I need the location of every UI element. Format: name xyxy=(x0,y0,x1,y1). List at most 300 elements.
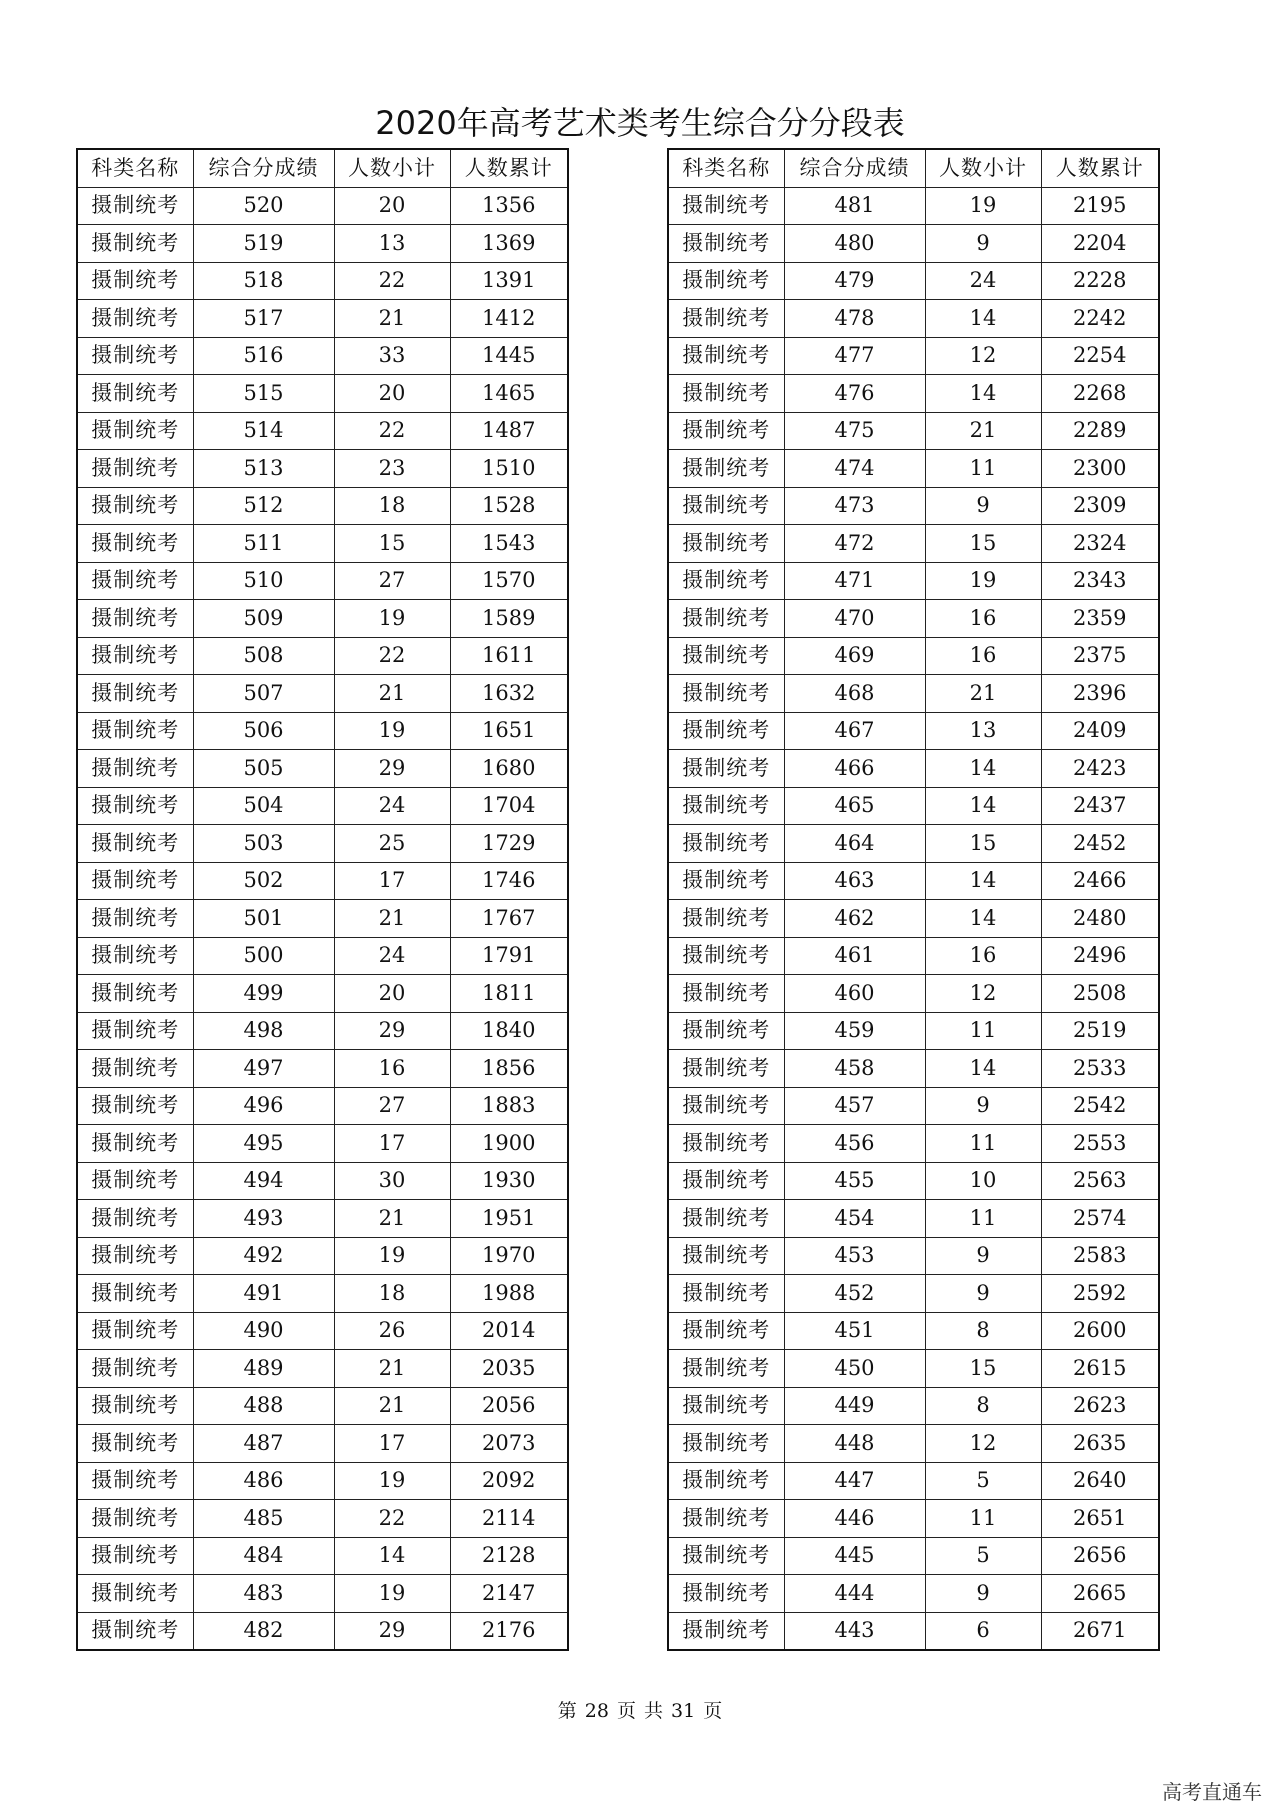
cell-cumulative: 1651 xyxy=(450,712,568,750)
cell-count: 14 xyxy=(925,862,1041,900)
cell-count: 22 xyxy=(334,262,450,300)
cell-category: 摄制统考 xyxy=(77,1312,193,1350)
cell-score: 452 xyxy=(784,1275,925,1313)
table-row xyxy=(77,525,568,563)
cell-category: 摄制统考 xyxy=(77,862,193,900)
table-row xyxy=(77,1350,568,1388)
cell-score: 500 xyxy=(193,937,334,975)
cell-cumulative: 2289 xyxy=(1041,412,1159,450)
cell-category: 摄制统考 xyxy=(668,900,784,938)
cell-score: 460 xyxy=(784,975,925,1013)
cell-category: 摄制统考 xyxy=(668,375,784,413)
cell-cumulative: 2671 xyxy=(1041,1612,1159,1650)
cell-score: 513 xyxy=(193,450,334,488)
cell-cumulative: 1570 xyxy=(450,562,568,600)
cell-count: 16 xyxy=(925,600,1041,638)
cell-score: 444 xyxy=(784,1575,925,1613)
table-row xyxy=(668,1200,1159,1238)
cell-count: 14 xyxy=(925,1050,1041,1088)
cell-score: 466 xyxy=(784,750,925,788)
cell-count: 17 xyxy=(334,862,450,900)
cell-count: 19 xyxy=(334,1462,450,1500)
cell-category: 摄制统考 xyxy=(77,712,193,750)
cell-count: 11 xyxy=(925,1200,1041,1238)
cell-category: 摄制统考 xyxy=(77,1200,193,1238)
cell-count: 11 xyxy=(925,1500,1041,1538)
table-row xyxy=(77,675,568,713)
cell-category: 摄制统考 xyxy=(668,712,784,750)
cell-cumulative: 2056 xyxy=(450,1387,568,1425)
cell-category: 摄制统考 xyxy=(668,1462,784,1500)
cell-count: 21 xyxy=(334,1387,450,1425)
cell-cumulative: 2204 xyxy=(1041,225,1159,263)
cell-cumulative: 2128 xyxy=(450,1537,568,1575)
table-row xyxy=(668,450,1159,488)
cell-count: 24 xyxy=(334,937,450,975)
table-row xyxy=(77,375,568,413)
cell-count: 21 xyxy=(334,900,450,938)
cell-count: 14 xyxy=(925,300,1041,338)
cell-cumulative: 2423 xyxy=(1041,750,1159,788)
table-row xyxy=(77,1537,568,1575)
cell-cumulative: 2228 xyxy=(1041,262,1159,300)
cell-count: 15 xyxy=(925,525,1041,563)
cell-count: 24 xyxy=(334,787,450,825)
cell-score: 493 xyxy=(193,1200,334,1238)
cell-count: 13 xyxy=(334,225,450,263)
cell-score: 504 xyxy=(193,787,334,825)
cell-count: 12 xyxy=(925,337,1041,375)
footer-page-unit: 页 xyxy=(616,1700,636,1722)
cell-score: 519 xyxy=(193,225,334,263)
table-row xyxy=(77,1275,568,1313)
cell-category: 摄制统考 xyxy=(668,1200,784,1238)
cell-category: 摄制统考 xyxy=(668,525,784,563)
cell-count: 16 xyxy=(334,1050,450,1088)
cell-category: 摄制统考 xyxy=(77,1575,193,1613)
cell-count: 19 xyxy=(334,600,450,638)
cell-cumulative: 2496 xyxy=(1041,937,1159,975)
cell-count: 9 xyxy=(925,1575,1041,1613)
cell-cumulative: 2600 xyxy=(1041,1312,1159,1350)
cell-category: 摄制统考 xyxy=(77,675,193,713)
cell-category: 摄制统考 xyxy=(668,600,784,638)
table-row xyxy=(77,1312,568,1350)
cell-score: 459 xyxy=(784,1012,925,1050)
cell-cumulative: 1883 xyxy=(450,1087,568,1125)
cell-count: 9 xyxy=(925,1237,1041,1275)
cell-cumulative: 2242 xyxy=(1041,300,1159,338)
cell-category: 摄制统考 xyxy=(668,1275,784,1313)
table-row xyxy=(668,750,1159,788)
cell-count: 27 xyxy=(334,1087,450,1125)
cell-score: 517 xyxy=(193,300,334,338)
cell-cumulative: 2574 xyxy=(1041,1200,1159,1238)
cell-cumulative: 2656 xyxy=(1041,1537,1159,1575)
cell-category: 摄制统考 xyxy=(668,1312,784,1350)
cell-count: 17 xyxy=(334,1425,450,1463)
cell-count: 22 xyxy=(334,412,450,450)
cell-score: 458 xyxy=(784,1050,925,1088)
footer-prefix: 第 xyxy=(557,1700,577,1722)
footer-total-label: 共 xyxy=(644,1700,664,1722)
cell-count: 8 xyxy=(925,1312,1041,1350)
table-row xyxy=(77,337,568,375)
cell-category: 摄制统考 xyxy=(668,450,784,488)
cell-score: 467 xyxy=(784,712,925,750)
cell-score: 518 xyxy=(193,262,334,300)
cell-category: 摄制统考 xyxy=(668,225,784,263)
table-row xyxy=(77,562,568,600)
cell-count: 14 xyxy=(925,900,1041,938)
cell-category: 摄制统考 xyxy=(77,375,193,413)
cell-category: 摄制统考 xyxy=(77,975,193,1013)
table-row xyxy=(668,862,1159,900)
cell-score: 469 xyxy=(784,637,925,675)
cell-cumulative: 2254 xyxy=(1041,337,1159,375)
header-count: 人数小计 xyxy=(334,149,450,187)
table-row xyxy=(668,937,1159,975)
table-row xyxy=(77,1500,568,1538)
cell-cumulative: 2583 xyxy=(1041,1237,1159,1275)
table-row xyxy=(77,1050,568,1088)
table-row xyxy=(668,1500,1159,1538)
cell-score: 507 xyxy=(193,675,334,713)
cell-cumulative: 2324 xyxy=(1041,525,1159,563)
table-row xyxy=(668,1575,1159,1613)
cell-cumulative: 2073 xyxy=(450,1425,568,1463)
cell-score: 490 xyxy=(193,1312,334,1350)
cell-count: 20 xyxy=(334,975,450,1013)
table-row xyxy=(668,525,1159,563)
cell-category: 摄制统考 xyxy=(668,862,784,900)
cell-cumulative: 2409 xyxy=(1041,712,1159,750)
cell-score: 515 xyxy=(193,375,334,413)
cell-score: 502 xyxy=(193,862,334,900)
cell-count: 14 xyxy=(925,375,1041,413)
table-row xyxy=(668,1612,1159,1650)
footer-total-pages: 31 xyxy=(671,1700,696,1722)
cell-score: 468 xyxy=(784,675,925,713)
cell-count: 22 xyxy=(334,1500,450,1538)
table-row xyxy=(77,1125,568,1163)
cell-score: 505 xyxy=(193,750,334,788)
cell-score: 476 xyxy=(784,375,925,413)
cell-category: 摄制统考 xyxy=(668,1237,784,1275)
cell-cumulative: 2615 xyxy=(1041,1350,1159,1388)
cell-category: 摄制统考 xyxy=(668,487,784,525)
cell-count: 21 xyxy=(925,675,1041,713)
cell-category: 摄制统考 xyxy=(668,1425,784,1463)
cell-cumulative: 1445 xyxy=(450,337,568,375)
cell-category: 摄制统考 xyxy=(668,1162,784,1200)
cell-score: 496 xyxy=(193,1087,334,1125)
cell-category: 摄制统考 xyxy=(77,1050,193,1088)
cell-score: 499 xyxy=(193,975,334,1013)
cell-score: 456 xyxy=(784,1125,925,1163)
table-row xyxy=(668,375,1159,413)
cell-score: 488 xyxy=(193,1387,334,1425)
table-row xyxy=(77,1237,568,1275)
cell-score: 492 xyxy=(193,1237,334,1275)
footer-page-number: 28 xyxy=(584,1700,609,1722)
cell-cumulative: 1528 xyxy=(450,487,568,525)
table-row xyxy=(77,1612,568,1650)
cell-cumulative: 2092 xyxy=(450,1462,568,1500)
table-row xyxy=(668,412,1159,450)
cell-score: 510 xyxy=(193,562,334,600)
cell-count: 22 xyxy=(334,637,450,675)
table-row xyxy=(77,862,568,900)
cell-score: 471 xyxy=(784,562,925,600)
table-row xyxy=(77,1200,568,1238)
cell-count: 15 xyxy=(925,825,1041,863)
cell-cumulative: 2640 xyxy=(1041,1462,1159,1500)
cell-category: 摄制统考 xyxy=(77,525,193,563)
cell-cumulative: 1930 xyxy=(450,1162,568,1200)
cell-cumulative: 1412 xyxy=(450,300,568,338)
cell-cumulative: 1811 xyxy=(450,975,568,1013)
cell-cumulative: 1840 xyxy=(450,1012,568,1050)
cell-count: 17 xyxy=(334,1125,450,1163)
cell-cumulative: 2623 xyxy=(1041,1387,1159,1425)
header-score: 综合分成绩 xyxy=(784,149,925,187)
cell-score: 491 xyxy=(193,1275,334,1313)
table-row xyxy=(77,1387,568,1425)
cell-cumulative: 1900 xyxy=(450,1125,568,1163)
cell-cumulative: 2147 xyxy=(450,1575,568,1613)
table-row xyxy=(668,637,1159,675)
table-row xyxy=(668,1050,1159,1088)
cell-category: 摄制统考 xyxy=(668,337,784,375)
table-row xyxy=(668,825,1159,863)
cell-score: 485 xyxy=(193,1500,334,1538)
cell-count: 19 xyxy=(334,1237,450,1275)
table-row xyxy=(77,937,568,975)
cell-score: 520 xyxy=(193,187,334,225)
cell-category: 摄制统考 xyxy=(668,562,784,600)
cell-category: 摄制统考 xyxy=(668,937,784,975)
table-row xyxy=(668,337,1159,375)
cell-count: 5 xyxy=(925,1537,1041,1575)
table-row xyxy=(668,1087,1159,1125)
cell-count: 21 xyxy=(334,675,450,713)
table-row xyxy=(668,1350,1159,1388)
table-row xyxy=(668,1125,1159,1163)
table-row xyxy=(77,412,568,450)
table-row xyxy=(77,750,568,788)
cell-count: 33 xyxy=(334,337,450,375)
cell-cumulative: 1951 xyxy=(450,1200,568,1238)
cell-cumulative: 2300 xyxy=(1041,450,1159,488)
cell-cumulative: 2396 xyxy=(1041,675,1159,713)
table-row xyxy=(77,225,568,263)
cell-count: 21 xyxy=(334,1200,450,1238)
cell-cumulative: 2268 xyxy=(1041,375,1159,413)
cell-cumulative: 2563 xyxy=(1041,1162,1159,1200)
table-row xyxy=(77,1162,568,1200)
table-row xyxy=(77,1575,568,1613)
cell-cumulative: 1856 xyxy=(450,1050,568,1088)
table-row xyxy=(668,1462,1159,1500)
table-row xyxy=(668,1425,1159,1463)
cell-score: 481 xyxy=(784,187,925,225)
header-cumulative: 人数累计 xyxy=(450,149,568,187)
cell-category: 摄制统考 xyxy=(77,225,193,263)
cell-category: 摄制统考 xyxy=(668,412,784,450)
cell-category: 摄制统考 xyxy=(77,1462,193,1500)
cell-cumulative: 1704 xyxy=(450,787,568,825)
cell-category: 摄制统考 xyxy=(77,1012,193,1050)
cell-category: 摄制统考 xyxy=(668,975,784,1013)
cell-score: 472 xyxy=(784,525,925,563)
cell-count: 12 xyxy=(925,975,1041,1013)
cell-cumulative: 2375 xyxy=(1041,637,1159,675)
cell-cumulative: 2466 xyxy=(1041,862,1159,900)
cell-score: 475 xyxy=(784,412,925,450)
cell-score: 486 xyxy=(193,1462,334,1500)
cell-count: 14 xyxy=(925,787,1041,825)
cell-score: 465 xyxy=(784,787,925,825)
cell-count: 16 xyxy=(925,937,1041,975)
cell-count: 19 xyxy=(334,1575,450,1613)
cell-category: 摄制统考 xyxy=(77,1350,193,1388)
score-table-left xyxy=(76,148,569,1651)
cell-cumulative: 2651 xyxy=(1041,1500,1159,1538)
cell-count: 11 xyxy=(925,1125,1041,1163)
cell-category: 摄制统考 xyxy=(77,412,193,450)
cell-score: 495 xyxy=(193,1125,334,1163)
cell-cumulative: 1543 xyxy=(450,525,568,563)
cell-count: 19 xyxy=(334,712,450,750)
cell-score: 497 xyxy=(193,1050,334,1088)
table-row xyxy=(668,1537,1159,1575)
table-row xyxy=(77,1087,568,1125)
cell-count: 19 xyxy=(925,562,1041,600)
cell-score: 461 xyxy=(784,937,925,975)
table-row xyxy=(77,637,568,675)
table-row xyxy=(77,975,568,1013)
cell-count: 10 xyxy=(925,1162,1041,1200)
cell-category: 摄制统考 xyxy=(668,1012,784,1050)
cell-score: 478 xyxy=(784,300,925,338)
cell-cumulative: 1729 xyxy=(450,825,568,863)
cell-category: 摄制统考 xyxy=(77,1087,193,1125)
table-row xyxy=(668,900,1159,938)
table-row xyxy=(668,1387,1159,1425)
cell-count: 15 xyxy=(334,525,450,563)
table-row xyxy=(77,1012,568,1050)
cell-cumulative: 1988 xyxy=(450,1275,568,1313)
cell-count: 14 xyxy=(334,1537,450,1575)
cell-count: 5 xyxy=(925,1462,1041,1500)
cell-score: 512 xyxy=(193,487,334,525)
cell-category: 摄制统考 xyxy=(668,675,784,713)
table-row xyxy=(77,262,568,300)
cell-category: 摄制统考 xyxy=(77,187,193,225)
cell-category: 摄制统考 xyxy=(77,1275,193,1313)
cell-category: 摄制统考 xyxy=(77,562,193,600)
cell-cumulative: 1970 xyxy=(450,1237,568,1275)
cell-cumulative: 2553 xyxy=(1041,1125,1159,1163)
cell-cumulative: 1791 xyxy=(450,937,568,975)
table-row xyxy=(668,787,1159,825)
cell-category: 摄制统考 xyxy=(668,1087,784,1125)
cell-category: 摄制统考 xyxy=(668,825,784,863)
cell-score: 516 xyxy=(193,337,334,375)
header-category: 科类名称 xyxy=(77,149,193,187)
cell-count: 9 xyxy=(925,487,1041,525)
cell-score: 451 xyxy=(784,1312,925,1350)
cell-cumulative: 2035 xyxy=(450,1350,568,1388)
cell-score: 446 xyxy=(784,1500,925,1538)
cell-count: 25 xyxy=(334,825,450,863)
cell-cumulative: 1465 xyxy=(450,375,568,413)
cell-category: 摄制统考 xyxy=(77,637,193,675)
cell-score: 474 xyxy=(784,450,925,488)
cell-score: 462 xyxy=(784,900,925,938)
page-title: 2020年高考艺术类考生综合分分段表 xyxy=(375,104,905,142)
cell-category: 摄制统考 xyxy=(668,1050,784,1088)
cell-count: 29 xyxy=(334,1012,450,1050)
cell-count: 18 xyxy=(334,487,450,525)
cell-cumulative: 1510 xyxy=(450,450,568,488)
table-row xyxy=(668,600,1159,638)
cell-score: 443 xyxy=(784,1612,925,1650)
cell-count: 6 xyxy=(925,1612,1041,1650)
cell-category: 摄制统考 xyxy=(668,262,784,300)
cell-category: 摄制统考 xyxy=(668,637,784,675)
cell-cumulative: 1589 xyxy=(450,600,568,638)
cell-score: 483 xyxy=(193,1575,334,1613)
cell-score: 508 xyxy=(193,637,334,675)
table-row xyxy=(668,1237,1159,1275)
cell-cumulative: 2665 xyxy=(1041,1575,1159,1613)
cell-count: 12 xyxy=(925,1425,1041,1463)
cell-count: 11 xyxy=(925,450,1041,488)
cell-count: 8 xyxy=(925,1387,1041,1425)
cell-cumulative: 2542 xyxy=(1041,1087,1159,1125)
header-count: 人数小计 xyxy=(925,149,1041,187)
cell-score: 484 xyxy=(193,1537,334,1575)
watermark: 高考直通车 xyxy=(1162,1780,1262,1804)
cell-score: 477 xyxy=(784,337,925,375)
cell-category: 摄制统考 xyxy=(77,337,193,375)
cell-cumulative: 2508 xyxy=(1041,975,1159,1013)
cell-score: 473 xyxy=(784,487,925,525)
cell-cumulative: 1356 xyxy=(450,187,568,225)
cell-category: 摄制统考 xyxy=(77,825,193,863)
cell-category: 摄制统考 xyxy=(77,1425,193,1463)
cell-category: 摄制统考 xyxy=(668,1612,784,1650)
cell-score: 501 xyxy=(193,900,334,938)
cell-score: 470 xyxy=(784,600,925,638)
cell-cumulative: 1391 xyxy=(450,262,568,300)
cell-count: 21 xyxy=(925,412,1041,450)
cell-category: 摄制统考 xyxy=(668,1575,784,1613)
cell-score: 506 xyxy=(193,712,334,750)
cell-category: 摄制统考 xyxy=(668,787,784,825)
cell-count: 13 xyxy=(925,712,1041,750)
cell-score: 482 xyxy=(193,1612,334,1650)
cell-score: 455 xyxy=(784,1162,925,1200)
cell-category: 摄制统考 xyxy=(77,262,193,300)
cell-category: 摄制统考 xyxy=(668,1350,784,1388)
cell-count: 20 xyxy=(334,375,450,413)
cell-category: 摄制统考 xyxy=(77,900,193,938)
cell-cumulative: 2635 xyxy=(1041,1425,1159,1463)
cell-cumulative: 2437 xyxy=(1041,787,1159,825)
